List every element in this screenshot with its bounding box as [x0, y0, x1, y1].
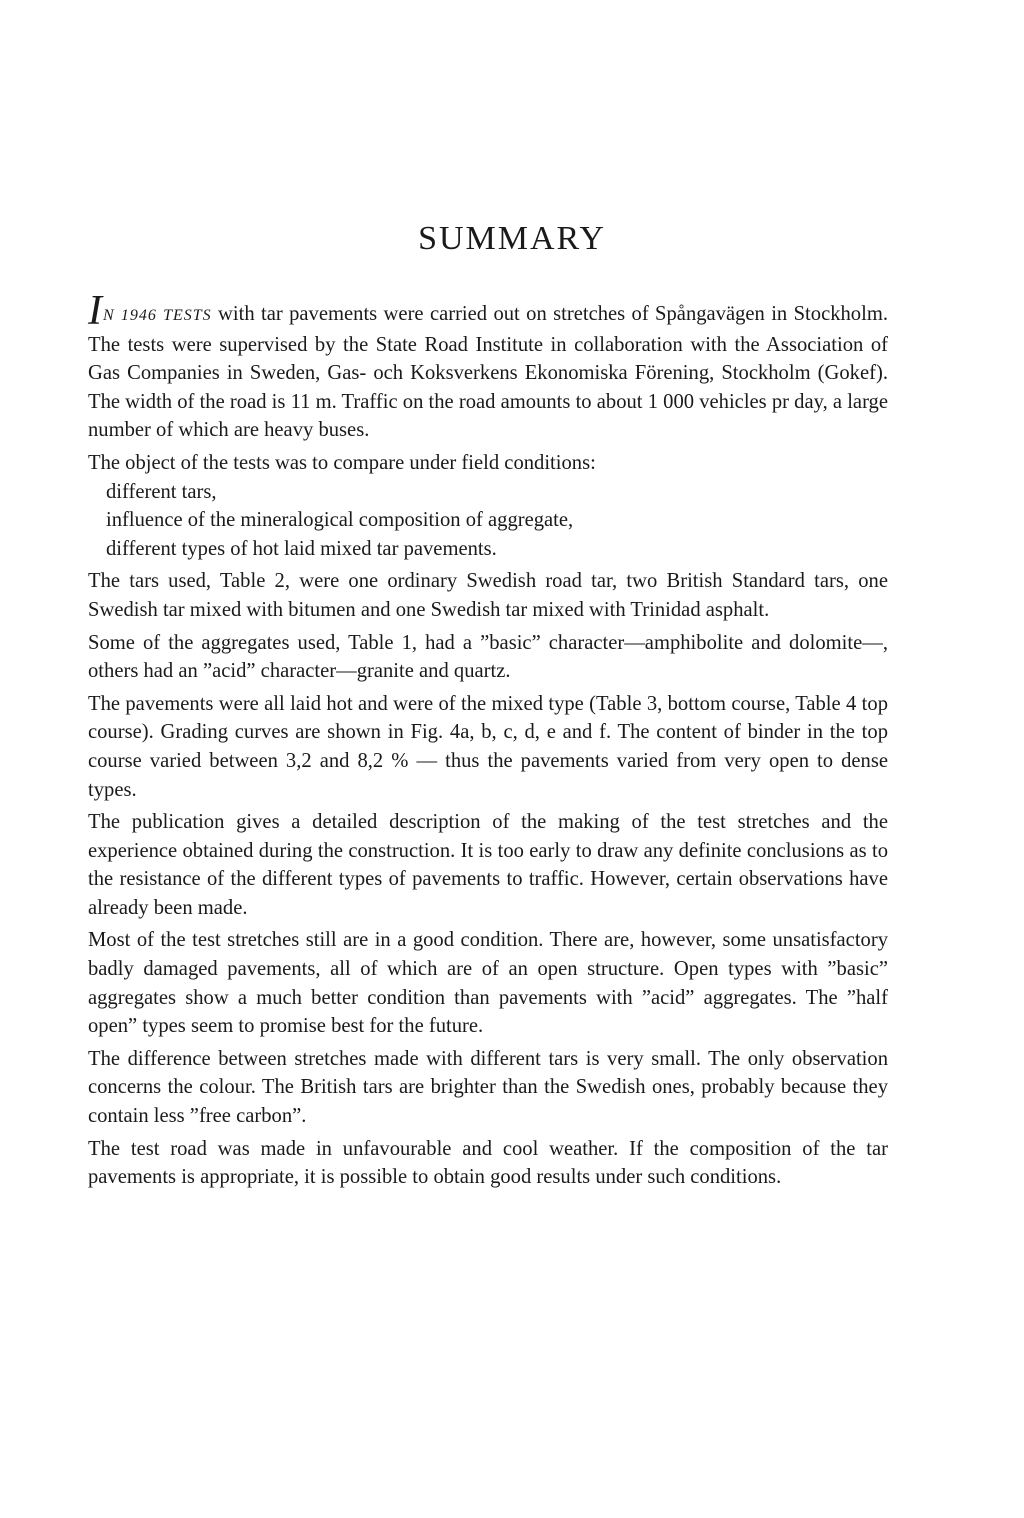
list-item: influence of the mineralogical composition of aggregate,	[106, 509, 574, 532]
paragraph-aggregates: Some of the aggregates used, Table 1, had a ”basic” character—amphibolite and dolomite—, others had an ”acid” character—granite and quartz.	[88, 631, 888, 683]
intro-paragraph	[88, 288, 888, 445]
object-list	[106, 478, 888, 564]
list-item: different types of hot laid mixed tar pavements.	[106, 537, 497, 560]
paragraph-condition: Most of the test stretches still are in a good condition. There are, however, some unsatisfactory badly damaged pavements, all of which are of an open structure. Open types with ”basic” aggregates show a much better condition than pavements with ”acid” aggregates. The ”half open” types seem to promise best for the future.	[88, 929, 888, 1038]
intro-text: with tar pavements were carried out on stretches of Spångavägen in Stockholm. The tests were supervised by the State Road Institute in collaboration with the Association of Gas Companies in Sweden, Gas- och Koksverkens Ekonomiska Förening, Stockholm (Gokef). The width of the road is 11 m. Traffic on the road amounts to about 1 000 vehicles pr day, a large number of which are heavy buses.	[88, 303, 888, 442]
summary-body	[88, 288, 888, 1196]
intro-lead: N 1946 TESTS	[103, 307, 212, 324]
object-intro: The object of the tests was to compare under field conditions:	[88, 451, 596, 474]
paragraph-difference: The difference between stretches made with different tars is very small. The only observation concerns the colour. The British tars are brighter than the Swedish ones, probably because they contain less ”free carbon”.	[88, 1047, 888, 1128]
paragraph-pavements: The pavements were all laid hot and were of the mixed type (Table 3, bottom course, Table 4 top course). Grading curves are shown in Fig. 4a, b, c, d, e and f. The content of binder in the top course varied between 3,2 and 8,2 % — thus the pavements varied from very open to dense types.	[88, 692, 888, 801]
paragraph-weather: The test road was made in unfavourable and cool weather. If the composition of the tar pavements is appropriate, it is possible to obtain good results under such conditions.	[88, 1137, 888, 1189]
paragraph-publication: The publication gives a detailed description of the making of the test stretches and the experience obtained during the construction. It is too early to draw any definite conclusions as to the resistance of the different types of pavements to traffic. However, certain observations have already been made.	[88, 811, 888, 919]
drop-cap: I	[88, 288, 102, 334]
page-title: SUMMARY	[418, 220, 606, 257]
paragraph-tars: The tars used, Table 2, were one ordinary Swedish road tar, two British Standard tars, one Swedish tar mixed with bitumen and one Swedish tar mixed with Trinidad asphalt.	[88, 570, 888, 621]
list-item: different tars,	[106, 480, 217, 503]
